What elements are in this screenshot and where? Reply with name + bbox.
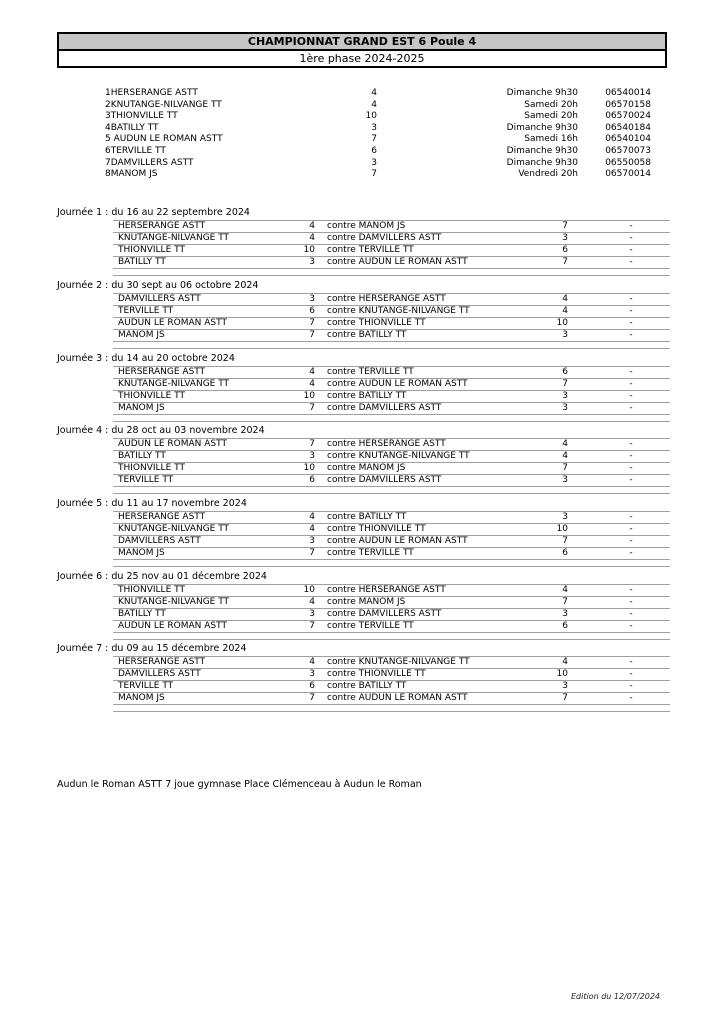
versus-label: contre	[327, 548, 356, 558]
match-result-dash: -	[629, 524, 633, 534]
match-home-score: 4	[309, 657, 315, 667]
versus-label: contre	[327, 536, 356, 546]
round-title: Journée 3 : du 14 au 20 octobre 2024	[57, 353, 235, 364]
versus-label: contre	[327, 669, 356, 679]
round-table	[113, 293, 670, 349]
match-home-score: 10	[303, 585, 315, 595]
match-result-dash: -	[629, 257, 633, 267]
match-away-team: BATILLY TT	[358, 330, 407, 340]
match-home-score: 4	[309, 524, 315, 534]
round-table	[113, 656, 670, 712]
match-row	[113, 475, 670, 487]
match-home-score: 7	[309, 330, 315, 340]
match-opponent	[327, 233, 441, 244]
venue-note: Audun le Roman ASTT 7 joue gymnase Place Clémenceau à Audun le Roman	[57, 779, 422, 790]
match-row	[113, 221, 670, 233]
match-away-team: TERVILLE TT	[358, 367, 414, 377]
team-schedule: Dimanche 9h30	[506, 88, 578, 98]
match-away-score: 3	[562, 512, 568, 522]
match-home-score: 3	[309, 536, 315, 546]
versus-label: contre	[327, 391, 356, 401]
match-home-score: 3	[309, 669, 315, 679]
team-club-id: 06570073	[605, 145, 651, 156]
match-row	[113, 681, 670, 693]
match-opponent	[327, 524, 426, 535]
team-schedule: Samedi 16h	[524, 134, 578, 145]
team-row	[105, 100, 651, 112]
match-away-score: 4	[562, 306, 568, 316]
match-home-team: MANOM JS	[118, 548, 165, 558]
match-home-team: MANOM JS	[118, 330, 165, 340]
versus-label: contre	[327, 475, 356, 485]
versus-label: contre	[327, 693, 356, 703]
round-block-6	[57, 571, 670, 640]
versus-label: contre	[327, 330, 356, 340]
match-home-team: THIONVILLE TT	[118, 585, 185, 595]
match-home-score: 4	[309, 221, 315, 231]
match-row	[113, 536, 670, 548]
team-number: 7	[371, 134, 377, 145]
versus-label: contre	[327, 621, 356, 631]
match-home-team: THIONVILLE TT	[118, 463, 185, 473]
match-away-score: 3	[562, 233, 568, 243]
match-row	[113, 548, 670, 560]
match-home-score: 3	[309, 609, 315, 619]
round-title: Journée 5 : du 11 au 17 novembre 2024	[57, 498, 247, 509]
match-away-team: AUDUN LE ROMAN ASTT	[358, 693, 468, 703]
match-row	[113, 463, 670, 475]
match-row	[113, 609, 670, 621]
match-away-team: BATILLY TT	[358, 512, 407, 522]
match-opponent	[327, 681, 406, 692]
match-opponent	[327, 318, 426, 329]
team-schedule: Vendredi 20h	[518, 169, 578, 180]
match-opponent	[327, 403, 441, 414]
match-row	[113, 512, 670, 524]
match-result-dash: -	[629, 693, 633, 703]
team-schedule: Dimanche 9h30	[506, 157, 578, 168]
versus-label: contre	[327, 609, 356, 619]
match-away-team: HERSERANGE ASTT	[358, 439, 446, 449]
match-away-score: 7	[562, 597, 568, 607]
round-table	[113, 438, 670, 494]
match-home-score: 7	[309, 621, 315, 631]
match-home-team: AUDUN LE ROMAN ASTT	[118, 439, 227, 449]
match-home-score: 10	[303, 391, 315, 401]
team-number: 4	[371, 99, 377, 110]
match-away-team: TERVILLE TT	[358, 621, 414, 631]
team-schedule: Dimanche 9h30	[506, 145, 578, 156]
match-row	[113, 257, 670, 269]
versus-label: contre	[327, 463, 356, 473]
match-home-team: DAMVILLERS ASTT	[118, 669, 201, 679]
match-result-dash: -	[629, 548, 633, 558]
match-result-dash: -	[629, 669, 633, 679]
table-bottom-rule	[113, 705, 670, 712]
team-club-id: 06570024	[605, 111, 651, 122]
match-row	[113, 621, 670, 633]
match-home-team: HERSERANGE ASTT	[118, 657, 206, 667]
match-home-score: 4	[309, 379, 315, 389]
match-home-team: TERVILLE TT	[118, 475, 174, 485]
team-label: 4BATILLY TT	[105, 122, 159, 133]
match-home-score: 7	[309, 318, 315, 328]
round-title: Journée 1 : du 16 au 22 septembre 2024	[57, 207, 250, 218]
match-home-team: DAMVILLERS ASTT	[118, 294, 201, 304]
match-home-score: 4	[309, 597, 315, 607]
match-home-score: 4	[309, 367, 315, 377]
team-row	[105, 146, 651, 158]
match-away-score: 4	[562, 294, 568, 304]
round-table	[113, 366, 670, 422]
match-row	[113, 391, 670, 403]
round-block-3	[57, 353, 670, 422]
championship-header	[57, 32, 667, 68]
match-away-score: 4	[562, 657, 568, 667]
match-result-dash: -	[629, 403, 633, 413]
team-club-id: 06540184	[605, 122, 651, 133]
match-result-dash: -	[629, 367, 633, 377]
match-result-dash: -	[629, 621, 633, 631]
match-home-score: 6	[309, 475, 315, 485]
match-away-team: DAMVILLERS ASTT	[358, 233, 442, 243]
match-home-score: 10	[303, 463, 315, 473]
team-club-id: 06550058	[605, 157, 651, 168]
match-home-team: KNUTANGE-NILVANGE TT	[118, 597, 230, 607]
team-schedule: Samedi 20h	[524, 111, 578, 122]
match-result-dash: -	[629, 451, 633, 461]
match-away-score: 6	[562, 367, 568, 377]
versus-label: contre	[327, 245, 356, 255]
match-opponent	[327, 257, 468, 268]
match-opponent	[327, 221, 405, 232]
match-opponent	[327, 536, 468, 547]
team-row	[105, 88, 651, 100]
match-away-team: MANOM JS	[358, 597, 406, 607]
match-opponent	[327, 475, 441, 486]
round-title: Journée 2 : du 30 sept au 06 octobre 2024	[57, 280, 259, 291]
match-home-score: 3	[309, 451, 315, 461]
match-result-dash: -	[629, 463, 633, 473]
table-bottom-rule	[113, 415, 670, 422]
match-opponent	[327, 330, 406, 341]
match-row	[113, 330, 670, 342]
match-row	[113, 693, 670, 705]
match-result-dash: -	[629, 379, 633, 389]
match-away-team: HERSERANGE ASTT	[358, 585, 446, 595]
versus-label: contre	[327, 451, 356, 461]
match-away-score: 7	[562, 693, 568, 703]
match-row	[113, 524, 670, 536]
versus-label: contre	[327, 585, 356, 595]
match-away-score: 3	[562, 475, 568, 485]
match-away-score: 3	[562, 681, 568, 691]
match-away-score: 3	[562, 403, 568, 413]
match-home-score: 4	[309, 512, 315, 522]
versus-label: contre	[327, 318, 356, 328]
team-label: 1HERSERANGE ASTT	[105, 88, 198, 98]
match-away-score: 10	[556, 524, 568, 534]
team-label: 2KNUTANGE-NILVANGE TT	[105, 99, 222, 110]
round-block-1	[57, 207, 670, 276]
match-result-dash: -	[629, 657, 633, 667]
match-opponent	[327, 585, 446, 596]
match-row	[113, 294, 670, 306]
team-number: 7	[371, 169, 377, 180]
match-row	[113, 233, 670, 245]
match-result-dash: -	[629, 330, 633, 340]
match-home-team: THIONVILLE TT	[118, 391, 185, 401]
team-club-id: 06540104	[605, 134, 651, 145]
team-label: 5 AUDUN LE ROMAN ASTT	[105, 134, 223, 145]
match-result-dash: -	[629, 294, 633, 304]
match-home-team: KNUTANGE-NILVANGE TT	[118, 379, 230, 389]
match-home-score: 7	[309, 693, 315, 703]
match-row	[113, 379, 670, 391]
round-table	[113, 584, 670, 640]
round-table	[113, 511, 670, 567]
match-row	[113, 451, 670, 463]
match-row	[113, 403, 670, 415]
match-away-score: 4	[562, 451, 568, 461]
match-opponent	[327, 609, 441, 620]
versus-label: contre	[327, 367, 356, 377]
match-home-team: AUDUN LE ROMAN ASTT	[118, 621, 227, 631]
team-number: 10	[365, 111, 377, 122]
match-away-score: 7	[562, 463, 568, 473]
match-home-team: HERSERANGE ASTT	[118, 221, 206, 231]
round-title: Journée 4 : du 28 oct au 03 novembre 2024	[57, 425, 265, 436]
match-result-dash: -	[629, 233, 633, 243]
versus-label: contre	[327, 657, 356, 667]
table-bottom-rule	[113, 633, 670, 640]
match-home-team: KNUTANGE-NILVANGE TT	[118, 524, 230, 534]
team-label: 6TERVILLE TT	[105, 145, 166, 156]
match-away-team: DAMVILLERS ASTT	[358, 403, 442, 413]
round-block-5	[57, 498, 670, 567]
team-number: 6	[371, 145, 377, 156]
versus-label: contre	[327, 681, 356, 691]
match-opponent	[327, 597, 405, 608]
match-home-team: HERSERANGE ASTT	[118, 367, 206, 377]
page-subtitle: 1ère phase 2024-2025	[59, 51, 665, 66]
match-away-team: MANOM JS	[358, 221, 406, 231]
match-away-score: 7	[562, 221, 568, 231]
round-title: Journée 6 : du 25 nov au 01 décembre 2024	[57, 571, 267, 582]
team-club-id: 06570158	[605, 99, 651, 110]
match-row	[113, 657, 670, 669]
match-opponent	[327, 245, 414, 256]
team-club-id: 06540014	[605, 88, 651, 98]
match-result-dash: -	[629, 597, 633, 607]
match-row	[113, 306, 670, 318]
team-schedule: Dimanche 9h30	[506, 122, 578, 133]
match-away-team: KNUTANGE-NILVANGE TT	[358, 657, 470, 667]
match-away-score: 3	[562, 609, 568, 619]
match-row	[113, 597, 670, 609]
match-home-team: AUDUN LE ROMAN ASTT	[118, 318, 227, 328]
match-away-team: DAMVILLERS ASTT	[358, 475, 442, 485]
match-home-score: 10	[303, 245, 315, 255]
match-opponent	[327, 463, 405, 474]
match-home-team: DAMVILLERS ASTT	[118, 536, 201, 546]
teams-table	[105, 88, 651, 181]
match-opponent	[327, 621, 414, 632]
match-away-team: AUDUN LE ROMAN ASTT	[358, 379, 468, 389]
match-home-score: 7	[309, 403, 315, 413]
team-label: 7DAMVILLERS ASTT	[105, 157, 194, 168]
match-opponent	[327, 512, 406, 523]
match-away-team: TERVILLE TT	[358, 245, 414, 255]
match-result-dash: -	[629, 318, 633, 328]
match-away-team: AUDUN LE ROMAN ASTT	[358, 536, 468, 546]
match-away-team: HERSERANGE ASTT	[358, 294, 446, 304]
match-opponent	[327, 306, 470, 317]
versus-label: contre	[327, 512, 356, 522]
match-home-team: BATILLY TT	[118, 609, 166, 619]
versus-label: contre	[327, 257, 356, 267]
match-away-score: 7	[562, 536, 568, 546]
match-result-dash: -	[629, 536, 633, 546]
match-away-team: BATILLY TT	[358, 681, 407, 691]
versus-label: contre	[327, 221, 356, 231]
match-away-team: THIONVILLE TT	[358, 524, 426, 534]
versus-label: contre	[327, 597, 356, 607]
match-result-dash: -	[629, 439, 633, 449]
match-home-team: KNUTANGE-NILVANGE TT	[118, 233, 230, 243]
match-away-score: 7	[562, 379, 568, 389]
match-result-dash: -	[629, 681, 633, 691]
versus-label: contre	[327, 294, 356, 304]
match-result-dash: -	[629, 221, 633, 231]
match-away-team: TERVILLE TT	[358, 548, 414, 558]
match-away-score: 7	[562, 257, 568, 267]
match-away-score: 10	[556, 669, 568, 679]
round-block-4	[57, 425, 670, 494]
team-number: 3	[371, 122, 377, 133]
match-home-score: 7	[309, 548, 315, 558]
match-away-team: MANOM JS	[358, 463, 406, 473]
versus-label: contre	[327, 439, 356, 449]
match-home-score: 3	[309, 294, 315, 304]
match-opponent	[327, 657, 470, 668]
round-table	[113, 220, 670, 276]
match-home-score: 6	[309, 681, 315, 691]
match-home-team: TERVILLE TT	[118, 306, 174, 316]
match-result-dash: -	[629, 512, 633, 522]
match-away-score: 4	[562, 585, 568, 595]
page-title: CHAMPIONNAT GRAND EST 6 Poule 4	[59, 34, 665, 51]
round-title: Journée 7 : du 09 au 15 décembre 2024	[57, 643, 247, 654]
match-result-dash: -	[629, 475, 633, 485]
match-opponent	[327, 548, 414, 559]
match-home-score: 3	[309, 257, 315, 267]
team-row	[105, 158, 651, 170]
match-opponent	[327, 451, 470, 462]
match-away-score: 6	[562, 548, 568, 558]
match-away-score: 3	[562, 391, 568, 401]
versus-label: contre	[327, 403, 356, 413]
match-opponent	[327, 391, 406, 402]
match-home-score: 6	[309, 306, 315, 316]
match-opponent	[327, 693, 468, 704]
match-away-score: 3	[562, 330, 568, 340]
team-schedule: Samedi 20h	[524, 99, 578, 110]
round-block-2	[57, 280, 670, 349]
match-result-dash: -	[629, 306, 633, 316]
table-bottom-rule	[113, 269, 670, 276]
match-home-team: MANOM JS	[118, 403, 165, 413]
match-opponent	[327, 669, 426, 680]
team-row	[105, 123, 651, 135]
match-row	[113, 245, 670, 257]
versus-label: contre	[327, 524, 356, 534]
team-label: 8MANOM JS	[105, 169, 158, 180]
edition-date: Edition du 12/07/2024	[570, 992, 660, 1001]
match-result-dash: -	[629, 391, 633, 401]
match-away-team: AUDUN LE ROMAN ASTT	[358, 257, 468, 267]
match-away-score: 6	[562, 621, 568, 631]
match-away-score: 4	[562, 439, 568, 449]
team-row	[105, 111, 651, 123]
match-away-team: DAMVILLERS ASTT	[358, 609, 442, 619]
match-away-score: 10	[556, 318, 568, 328]
match-row	[113, 585, 670, 597]
team-club-id: 06570014	[605, 169, 651, 180]
versus-label: contre	[327, 379, 356, 389]
versus-label: contre	[327, 233, 356, 243]
table-bottom-rule	[113, 560, 670, 567]
match-home-score: 4	[309, 233, 315, 243]
match-away-team: KNUTANGE-NILVANGE TT	[358, 451, 470, 461]
table-bottom-rule	[113, 342, 670, 349]
match-away-score: 6	[562, 245, 568, 255]
match-away-team: THIONVILLE TT	[358, 318, 426, 328]
team-label: 3THIONVILLE TT	[105, 111, 178, 122]
match-row	[113, 439, 670, 451]
match-result-dash: -	[629, 609, 633, 619]
match-home-team: BATILLY TT	[118, 257, 166, 267]
round-block-7	[57, 643, 670, 712]
match-row	[113, 367, 670, 379]
match-opponent	[327, 294, 446, 305]
match-result-dash: -	[629, 585, 633, 595]
match-row	[113, 669, 670, 681]
match-opponent	[327, 439, 446, 450]
team-number: 3	[371, 157, 377, 168]
team-row	[105, 169, 651, 181]
match-row	[113, 318, 670, 330]
match-opponent	[327, 379, 468, 390]
team-number: 4	[371, 88, 377, 98]
match-away-team: BATILLY TT	[358, 391, 407, 401]
match-opponent	[327, 367, 414, 378]
match-home-team: HERSERANGE ASTT	[118, 512, 206, 522]
match-result-dash: -	[629, 245, 633, 255]
team-row	[105, 134, 651, 146]
match-home-score: 7	[309, 439, 315, 449]
match-away-team: KNUTANGE-NILVANGE TT	[358, 306, 470, 316]
match-away-team: THIONVILLE TT	[358, 669, 426, 679]
match-home-team: MANOM JS	[118, 693, 165, 703]
match-home-team: THIONVILLE TT	[118, 245, 185, 255]
table-bottom-rule	[113, 487, 670, 494]
match-home-team: TERVILLE TT	[118, 681, 174, 691]
versus-label: contre	[327, 306, 356, 316]
match-home-team: BATILLY TT	[118, 451, 166, 461]
